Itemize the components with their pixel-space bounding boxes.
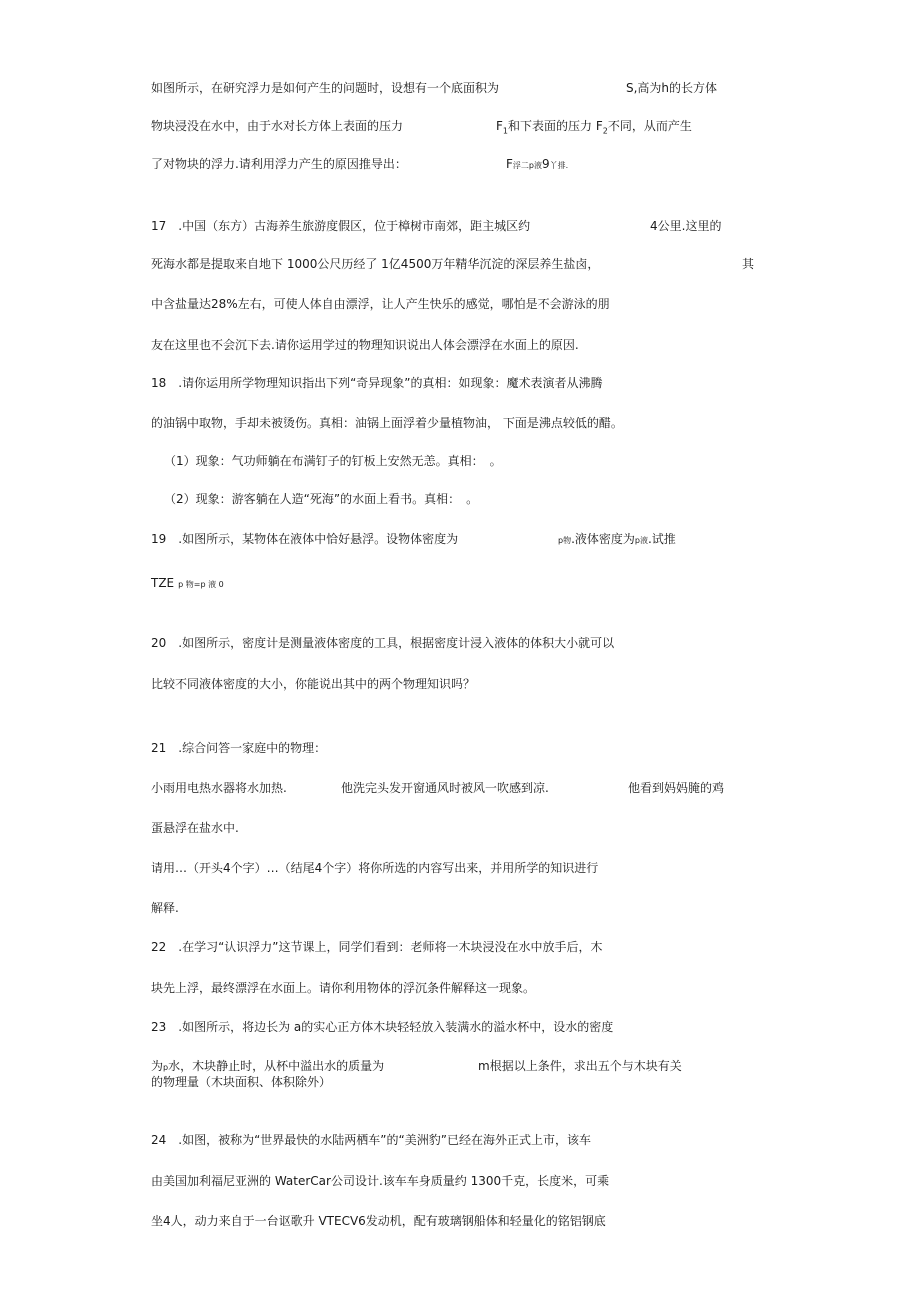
q19-rho-liquid: p液: [634, 536, 648, 545]
q23-rest: 水，木块静止时，从杯中溢出水的质量为: [168, 1059, 385, 1073]
q16-line2-a: 物块浸没在水中，由于水对长方体上表面的压力: [151, 119, 404, 133]
q16-line3-a: 了对物块的浮力.请利用浮力产生的原因推导出：: [151, 157, 407, 171]
q18-line1: 18 .请你运用所学物理知识指出下列“奇异现象”的真相：如现象：魔术表演者从沸腾: [151, 376, 603, 390]
q18-line2: 的油锅中取物，手却未被烫伤。真相：油锅上面浮着少量植物油， 下面是沸点较低的醋。: [151, 416, 623, 430]
q16-f2: 和下表面的压力 F: [508, 119, 603, 133]
q16-formula-f: F: [506, 157, 513, 171]
q23-line2-b: m根据以上条件，求出五个与木块有关: [478, 1059, 682, 1073]
q16-formula-g: 9: [541, 157, 550, 171]
q21-line2-b: 他洗完头发开窗通风时被风一吹感到凉.: [341, 781, 549, 795]
q21-line3: 蛋悬浮在盐水中.: [151, 821, 239, 835]
q23-wei: 为: [151, 1059, 164, 1073]
q21-line5: 解释.: [151, 901, 179, 915]
q20-line1: 20 .如图所示，密度计是测量液体密度的工具，根据密度计浸入液体的体积大小就可以: [151, 636, 615, 650]
q23-line1: 23 .如图所示，将边长为 a的实心正方体木块轻轻放入装满水的溢水杯中，设水的密度: [151, 1020, 614, 1034]
q19-line1-b: [558, 532, 676, 548]
q16-tail: 不同，从而产生: [607, 119, 692, 133]
q21-line1: 21 .综合问答一家庭中的物理：: [151, 741, 327, 755]
q18-item1: （1）现象：气功师躺在布满钉子的钉板上安然无恙。真相： 。: [164, 454, 502, 468]
q19-rho-object: p物: [558, 536, 572, 545]
q17-line2-a: 死海水都是提取来自地下 1000公尺历经了 1亿4500万年精华沉淀的深层养生盐卤，: [151, 257, 600, 271]
q16-f1: F: [496, 119, 503, 133]
q21-line2-a: 小雨用电热水器将水加热.: [151, 781, 287, 795]
q19-line2-a: TZE: [151, 576, 175, 590]
q16-formula-v: 丫排.: [549, 161, 569, 170]
q19-line2-b: p 物=p 液 0: [178, 580, 224, 589]
q16-f1-sub: 1: [502, 126, 508, 136]
q17-line4: 友在这里也不会沉下去.请你运用学过的物理知识说出人体会漂浮在水面上的原因.: [151, 338, 579, 352]
q19-line2: [151, 576, 224, 592]
q21-line4: 请用…（开头4个字）…（结尾4个字）将你所选的内容写出来，并用所学的知识进行: [151, 861, 599, 875]
q16-line1-b: S,高为h的长方体: [626, 81, 718, 95]
q23-line2-a: [151, 1059, 384, 1075]
q17-line1-a: 17 .中国（东方）古海养生旅游度假区，位于樟树市南郊，距主城区约: [151, 219, 531, 233]
q20-line2: 比较不同液体密度的大小，你能说出其中的两个物理知识吗？: [151, 677, 476, 691]
q23-rho: p: [163, 1063, 169, 1072]
q16-line2-b: [496, 119, 692, 138]
q16-formula: [506, 157, 568, 173]
q17-line3: 中含盐量达28%左右，可使人体自由漂浮，让人产生快乐的感觉，哪怕是不会游泳的朋: [151, 297, 610, 311]
q16-line1-a: 如图所示，在研究浮力是如何产生的问题时，设想有一个底面积为: [151, 81, 500, 95]
q19-tail: .试推: [647, 532, 676, 546]
q24-line3: 坐4人，动力来自于一台讴歌升 VTECV6发动机，配有玻璃钢船体和轻量化的铭铝钢底: [151, 1214, 606, 1228]
q22-line2: 块先上浮，最终漂浮在水面上。请你利用物体的浮沉条件解释这一现象。: [151, 981, 536, 995]
q23-line3: 的物理量（木块面积、体积除外）: [151, 1075, 332, 1089]
q17-line2-b: 其: [742, 257, 755, 271]
q22-line1: 22 .在学习“认识浮力”这节课上，同学们看到：老师将一木块浸没在水中放手后，木: [151, 940, 603, 954]
q19-line1-a: 19 .如图所示，某物体在液体中恰好悬浮。设物体密度为: [151, 532, 459, 546]
q21-line2-c: 他看到妈妈腌的鸡: [628, 781, 725, 795]
q24-line1: 24 .如图，被称为“世界最快的水陆两栖车”的“美洲豹”已经在海外正式上市，该车: [151, 1133, 591, 1147]
q17-line1-b: 4公里.这里的: [650, 219, 722, 233]
q16-f2-sub: 2: [602, 126, 608, 136]
q16-formula-sub: 浮二p液: [512, 161, 542, 170]
q18-item2: （2）现象：游客躺在人造“死海”的水面上看书。真相： 。: [164, 492, 479, 506]
q24-line2: 由美国加利福尼亚洲的 WaterCar公司设计.该车车身质量约 1300千克，长度米，可乘: [151, 1174, 610, 1188]
q19-mid: .液体密度为: [571, 532, 635, 546]
